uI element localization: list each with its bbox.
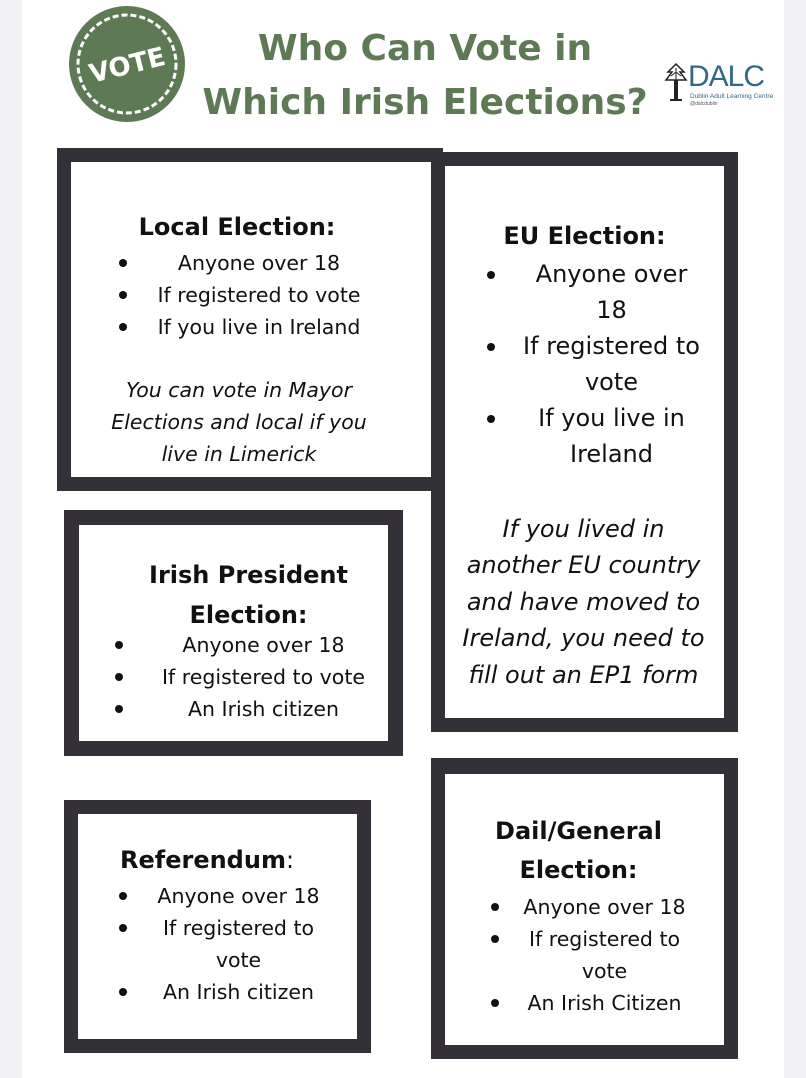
list-item: If registered to vote (445, 923, 724, 987)
list-item: If you live in Ireland (71, 311, 431, 343)
list-item: An Irish citizen (79, 693, 388, 725)
logo-name: DALC (688, 60, 765, 93)
logo-handle: @dalcdublin (690, 101, 718, 107)
list-item: If you live in Ireland (445, 400, 724, 472)
bullet-icon (119, 988, 127, 996)
president-election-box (64, 510, 403, 756)
list-item: Anyone over 18 (71, 247, 431, 279)
referendum-box (64, 800, 371, 1053)
eu-election-title: EU Election: (503, 222, 666, 250)
local-election-title: Local Election: (138, 213, 336, 241)
vote-stamp-icon (64, 2, 190, 126)
eu-election-box (431, 152, 738, 732)
title-line-2: Which Irish Elections? (202, 82, 648, 123)
dalc-logo (664, 60, 784, 112)
eu-election-note: If you lived in another EU country and have moved to Ireland, you need to fill out an EP1 form (462, 515, 705, 689)
list-item: An Irish citizen (78, 976, 357, 1008)
referendum-title: Referendum: (120, 846, 295, 874)
bullet-icon (119, 924, 127, 932)
dail-election-title: Dail/General Election: (495, 817, 662, 884)
dail-election-box (431, 758, 738, 1059)
bullet-icon (491, 935, 499, 943)
stamp-text: VOTE (86, 42, 169, 90)
referendum-list (78, 880, 357, 1008)
list-item: If registered to vote (71, 279, 431, 311)
bullet-icon (487, 343, 495, 351)
tree-icon (664, 62, 688, 102)
local-election-note: You can vote in Mayor Elections and local if you live in Limerick (111, 378, 367, 466)
bullet-icon (491, 903, 499, 911)
list-item: Anyone over 18 (445, 256, 724, 328)
bullet-icon (487, 415, 495, 423)
list-item: Anyone over 18 (79, 629, 388, 661)
dail-election-list (445, 891, 724, 1019)
president-election-title: Irish President Election: (149, 561, 348, 629)
list-item: Anyone over 18 (445, 891, 724, 923)
list-item: Anyone over 18 (78, 880, 357, 912)
local-election-box (57, 148, 443, 491)
list-item: If registered to vote (79, 661, 388, 693)
local-election-list (71, 247, 431, 343)
bullet-icon (119, 892, 127, 900)
list-item: If registered to vote (78, 912, 357, 976)
bullet-icon (487, 271, 495, 279)
bullet-icon (491, 999, 499, 1007)
list-item: An Irish Citizen (445, 987, 724, 1019)
list-item: If registered to vote (445, 328, 724, 400)
title-line-1: Who Can Vote in (257, 28, 593, 69)
president-election-list (79, 629, 388, 725)
logo-subtitle: Dublin Adult Learning Centre (690, 93, 774, 100)
eu-election-list (445, 256, 724, 472)
page-title (200, 22, 650, 130)
